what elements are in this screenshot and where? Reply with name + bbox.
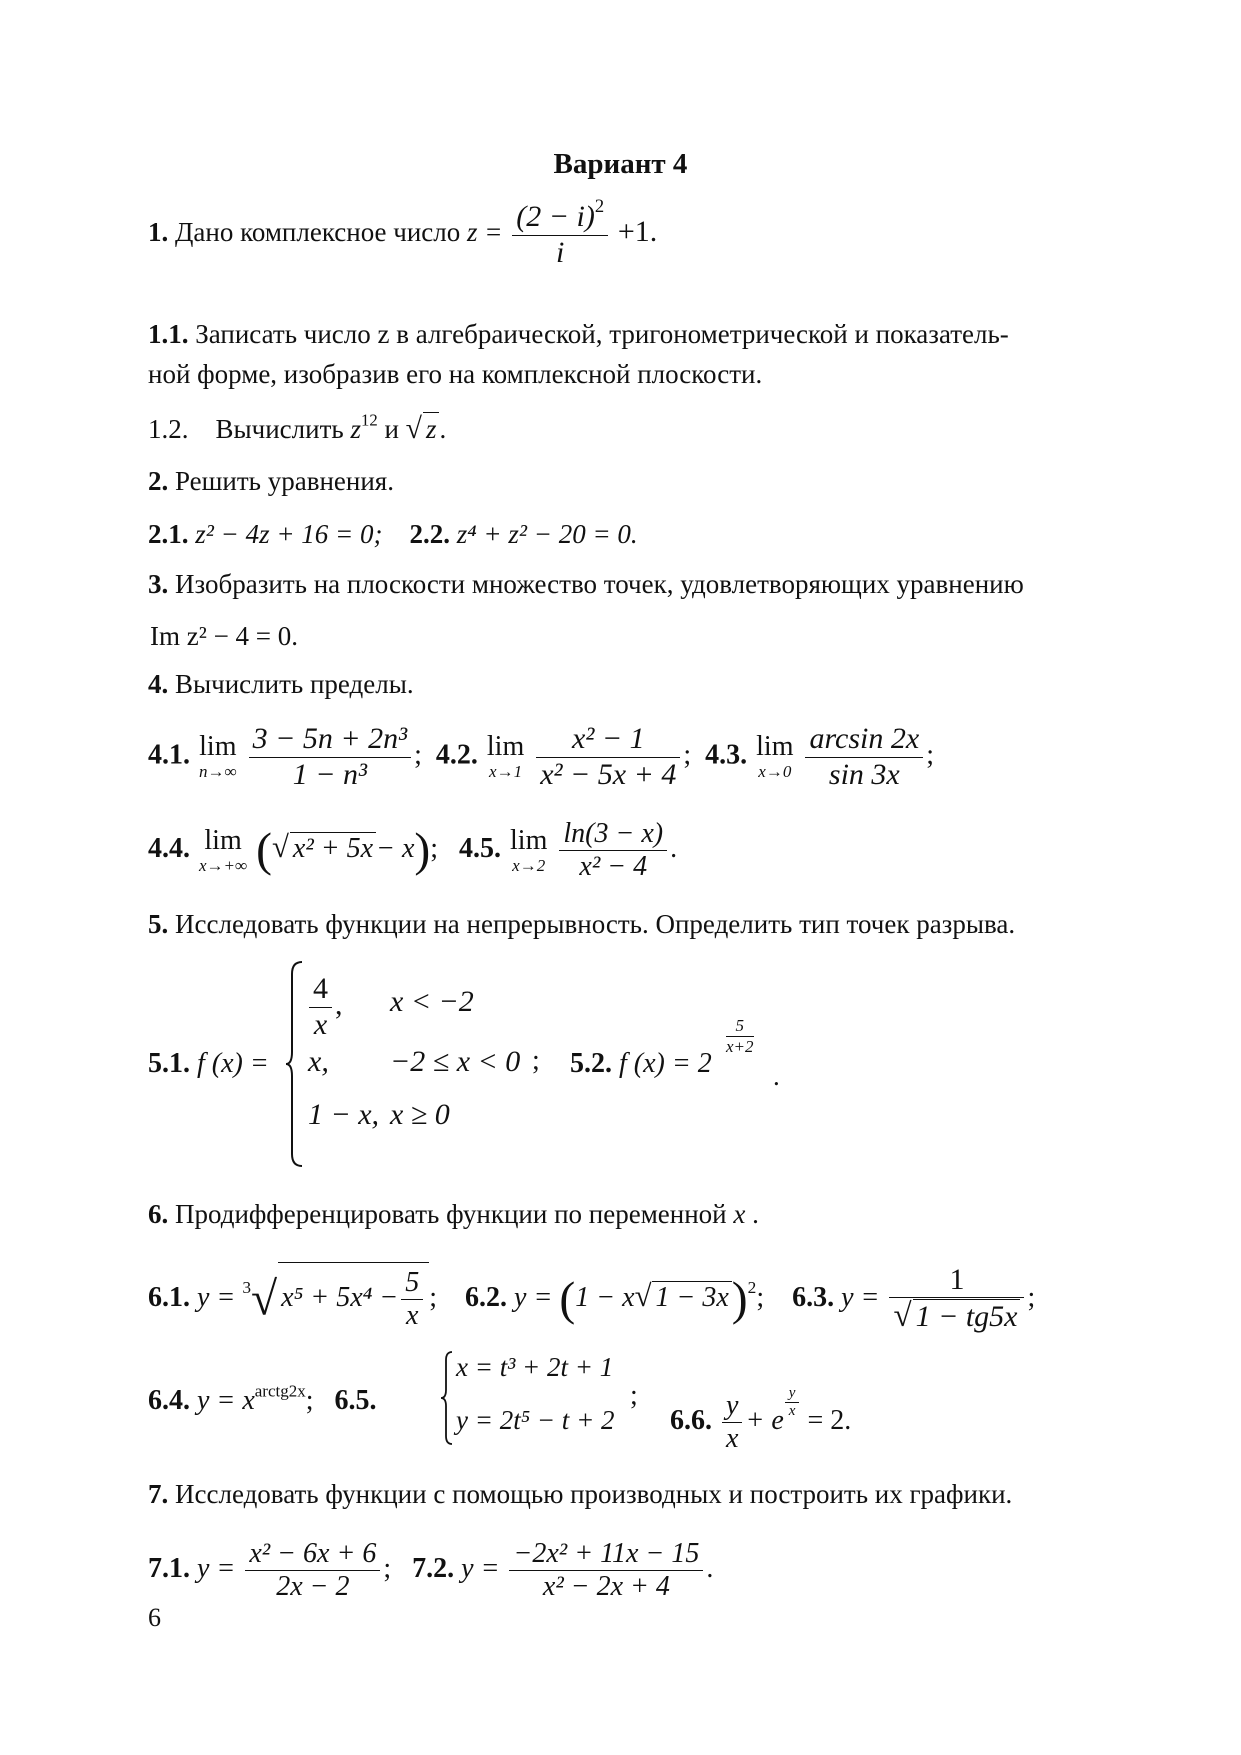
function-5-2: 5.2. f (x) = 2 [570,1048,712,1079]
function-5-1-lhs: 5.1. f (x) = [148,1048,269,1079]
document-page: Вариант 4 1. Дано комплексное число z = $\frac{(2 - i)^2}{i}$ +1. 1.1. Записать число z в алгебраической, тригонометрической и показатель- ной форме, изобразив его на комплексной плоскости. 1.2. Вычислить $z^{12}$ и √ z . 2. Решить уравнения. 2.1. z² − 4z + 16 = 0; 2.2. z⁴ + z² − 20 = 0. 3. Изобразить на плоскости множество точек, удовлетворяющих уравнению Im z² − 4 = 0. 4. Вычислить пределы. 4.1. lim n→∞ $\frac{\text{3 − 5n + 2n³}}{\text{1 − n³}}$ ; 4.2. lim x→1 $\frac{\text{x² − 1}}{\text{x² − 5x + 4}}$ ; 4.3. lim x→0 $\frac{\arcsin 2x}{\sin 3x}$ ; 4.4. lim x→+∞ (√ x² + 5x − x); 4.5. lim x→2 $\frac{\ln(3 - x)}{\text{x² − 4}}$ . 5. Исследовать функции на непрерывность. Определить тип точек разрыва. 5.1. f (x) = $\frac{4}{x}$ , x < −2 x, −2 ≤ x < 0 1 − x, x ≥ 0 ; 5.2. f (x) = 2 5 x+2 . 6. Продифференцировать функции по переменной x . 6.1. y = $^3$√ x⁵ + 5x⁴ − $\frac{5}{x}$ ; 6.2. y = (1 − x√ 1 − 3x)$^2$; 6.3. y = $\frac{1}{√ 1 - tg5x}$ ; 6.4. $y = x^{arctg2x}$; 6.5. x = t³ + 2t + 1 y = 2t⁵ − t + 2 ; 6.6. $\frac{y}{x}$ + e $\frac{y}{x}$ = 2. 7. Исследовать функции с помощью производных и построить их графики. 7.1. y = $\frac{\text{x² − 6x + 6}}{2x - 2}$ ; 7.2. y = $\frac{\text{−2x² + 11x − 15}}{\text{x² − 2x + 4}}$ . 6 [0,0,1241,1755]
case-1-condition: x < −2 [390,985,474,1018]
problem-2: 2. Решить уравнения. [148,466,394,496]
problem-1-2: 1.2. Вычислить $z^{12}$ и √ z . [148,410,447,445]
limits-row-2: 4.4. lim x→+∞ (√ x² + 5x − x); 4.5. lim x→2 $\frac{\ln(3 - x)}{\text{x² − 4}}$ . [148,818,678,883]
case-2-condition: −2 ≤ x < 0 [390,1045,521,1078]
derivative-6-6: 6.6. $\frac{y}{x}$ + e $\frac{y}{x}$ = 2. [670,1385,852,1454]
problem-3-equation: Im z² − 4 = 0. [150,621,299,651]
case-1-value: $\frac{4}{x}$ , [306,972,343,1042]
limits-row-1: 4.1. lim n→∞ $\frac{\text{3 − 5n + 2n³}}{\text{1 − n³}}$ ; 4.2. lim x→1 $\frac{\text{x² − 1}}{\text{x² − 5x + 4}}$ ; 4.3. lim x→0 $\frac{\arcsin 2x}{\sin 3x}$ ; [148,722,934,791]
system-brace [440,1350,454,1446]
case-3-condition: x ≥ 0 [390,1098,450,1131]
variant-title: Вариант 4 [553,148,688,180]
exponent-fraction: 5 x+2 [726,1016,754,1056]
problem-3: 3. Изобразить на плоскости множество точек, удовлетворяющих уравнению [148,569,1024,599]
page-number: 6 [148,1603,161,1632]
problem-1-1-line2: ной форме, изобразив его на комплексной плоскости. [148,359,763,389]
case-3-value: 1 − x, [308,1098,380,1131]
problem-7: 7. Исследовать функции с помощью производных и построить их графики. [148,1479,1013,1509]
case-2-value: x, [308,1045,329,1078]
system-equation-1: x = t³ + 2t + 1 [456,1352,614,1382]
derivatives-row-2: 6.4. $y = x^{arctg2x}$; 6.5. [148,1381,377,1416]
system-equation-2: y = 2t⁵ − t + 2 [456,1405,615,1435]
derivatives-row-1: 6.1. y = $^3$√ x⁵ + 5x⁴ − $\frac{5}{x}$ ; 6.2. y = (1 − x√ 1 − 3x)$^2$; 6.3. y = $\frac{1}{√ 1 - tg5x}$ ; [148,1262,1036,1335]
z-fraction: $\frac{(2 - i)^2}{i}$ [512,200,608,270]
problem-6: 6. Продифференцировать функции по переменной x . [148,1199,759,1229]
problem-1-1-line1: 1.1. Записать число z в алгебраической, тригонометрической и показатель- [148,319,1009,349]
problem-1: 1. Дано комплексное число z = $\frac{(2 - i)^2}{i}$ +1. [148,196,658,269]
graphs-row: 7.1. y = $\frac{\text{x² − 6x + 6}}{2x - 2}$ ; 7.2. y = $\frac{\text{−2x² + 11x − 15}}{\text{x² − 2x + 4}}$ . [148,1538,714,1603]
piecewise-brace [284,960,306,1168]
problem-5: 5. Исследовать функции на непрерывность. Определить тип точек разрыва. [148,909,1016,939]
problem-4: 4. Вычислить пределы. [148,669,414,699]
problem-2-1-2-2: 2.1. z² − 4z + 16 = 0; 2.2. z⁴ + z² − 20 = 0. [148,519,638,549]
